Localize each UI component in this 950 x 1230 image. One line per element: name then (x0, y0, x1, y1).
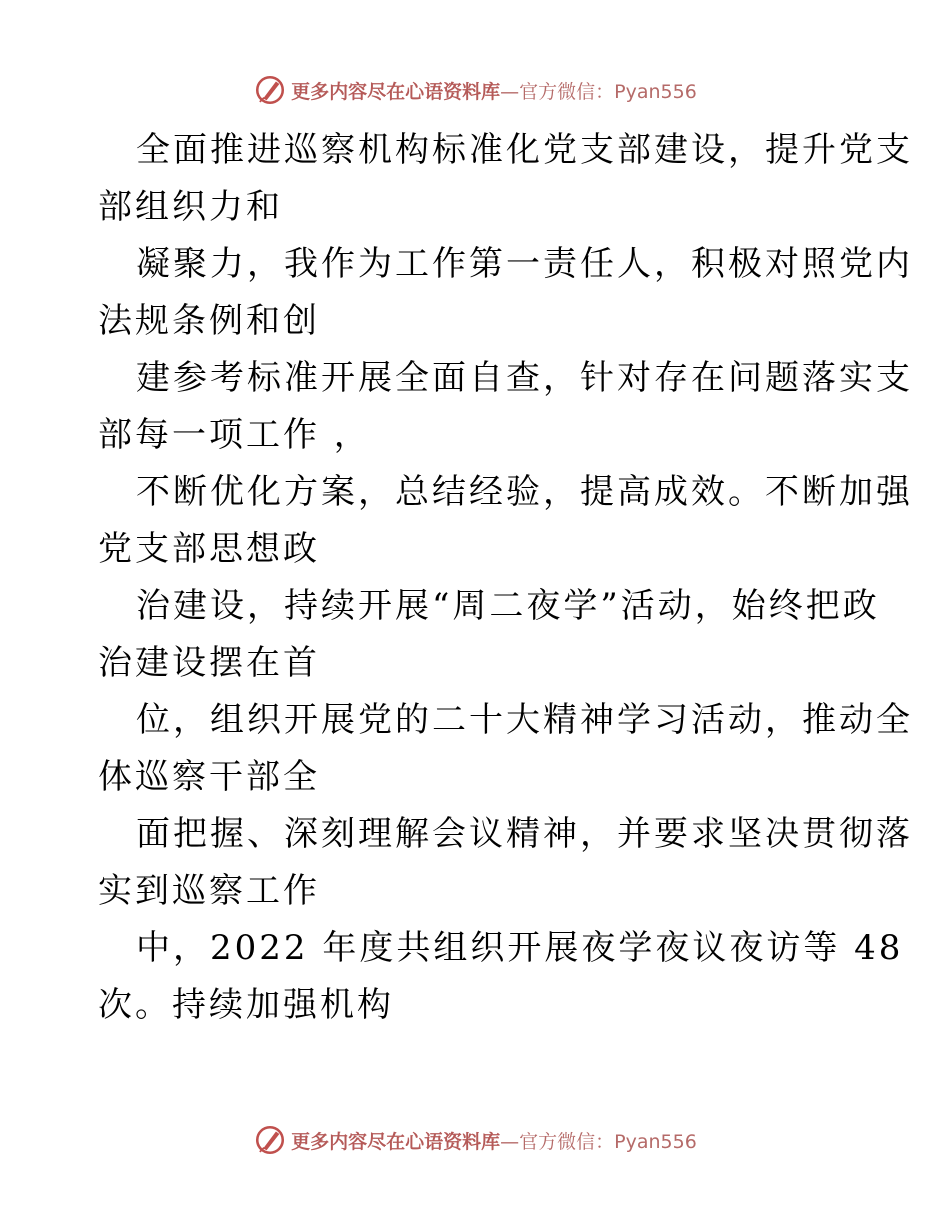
paragraph-line: 部组织力和 (98, 187, 283, 227)
document-body (98, 122, 913, 1034)
paragraph (98, 464, 913, 578)
watermark-main-text: 更多内容尽在心语资料库 (291, 1130, 501, 1153)
paragraph-line: 次。持续加强机构 (98, 985, 394, 1025)
paragraph (98, 920, 904, 1034)
paragraph-line: 面把握、深刻理解会议精神，并要求坚决贯彻落 (136, 814, 913, 854)
paragraph-line: 部每一项工作 ， (98, 415, 371, 455)
paragraph-line: 实到巡察工作 (98, 871, 320, 911)
paragraph (98, 578, 880, 692)
paragraph-line: 中，2022 年度共组织开展夜学夜议夜访等 48 (136, 928, 904, 968)
watermark-main-text: 更多内容尽在心语资料库 (291, 80, 501, 103)
paragraph (98, 122, 913, 236)
paragraph-line: 体巡察干部全 (98, 757, 320, 797)
feather-pen-logo-icon (253, 73, 287, 107)
watermark-text (291, 77, 697, 104)
watermark-text (291, 1127, 697, 1154)
paragraph-line: 全面推进巡察机构标准化党支部建设，提升党支 (136, 130, 913, 170)
paragraph-line: 建参考标准开展全面自查，针对存在问题落实支 (136, 358, 913, 398)
watermark-contact-text: —官方微信：Pyan556 (500, 80, 697, 103)
paragraph (98, 692, 913, 806)
paragraph-line: 治建设摆在首 (98, 643, 320, 683)
paragraph-line: 不断优化方案，总结经验，提高成效。不断加强 (136, 472, 913, 512)
paragraph-line: 党支部思想政 (98, 529, 320, 569)
watermark-header (0, 70, 950, 110)
paragraph-line: 凝聚力，我作为工作第一责任人，积极对照党内 (136, 244, 913, 284)
paragraph (98, 350, 913, 464)
paragraph (98, 236, 913, 350)
watermark-footer (0, 1120, 950, 1160)
paragraph-line: 法规条例和创 (98, 301, 320, 341)
watermark-contact-text: —官方微信：Pyan556 (500, 1130, 697, 1153)
paragraph-line: 位，组织开展党的二十大精神学习活动，推动全 (136, 700, 913, 740)
paragraph-line: 治建设，持续开展“周二夜学”活动，始终把政 (136, 586, 880, 626)
feather-pen-logo-icon (253, 1123, 287, 1157)
paragraph (98, 806, 913, 920)
